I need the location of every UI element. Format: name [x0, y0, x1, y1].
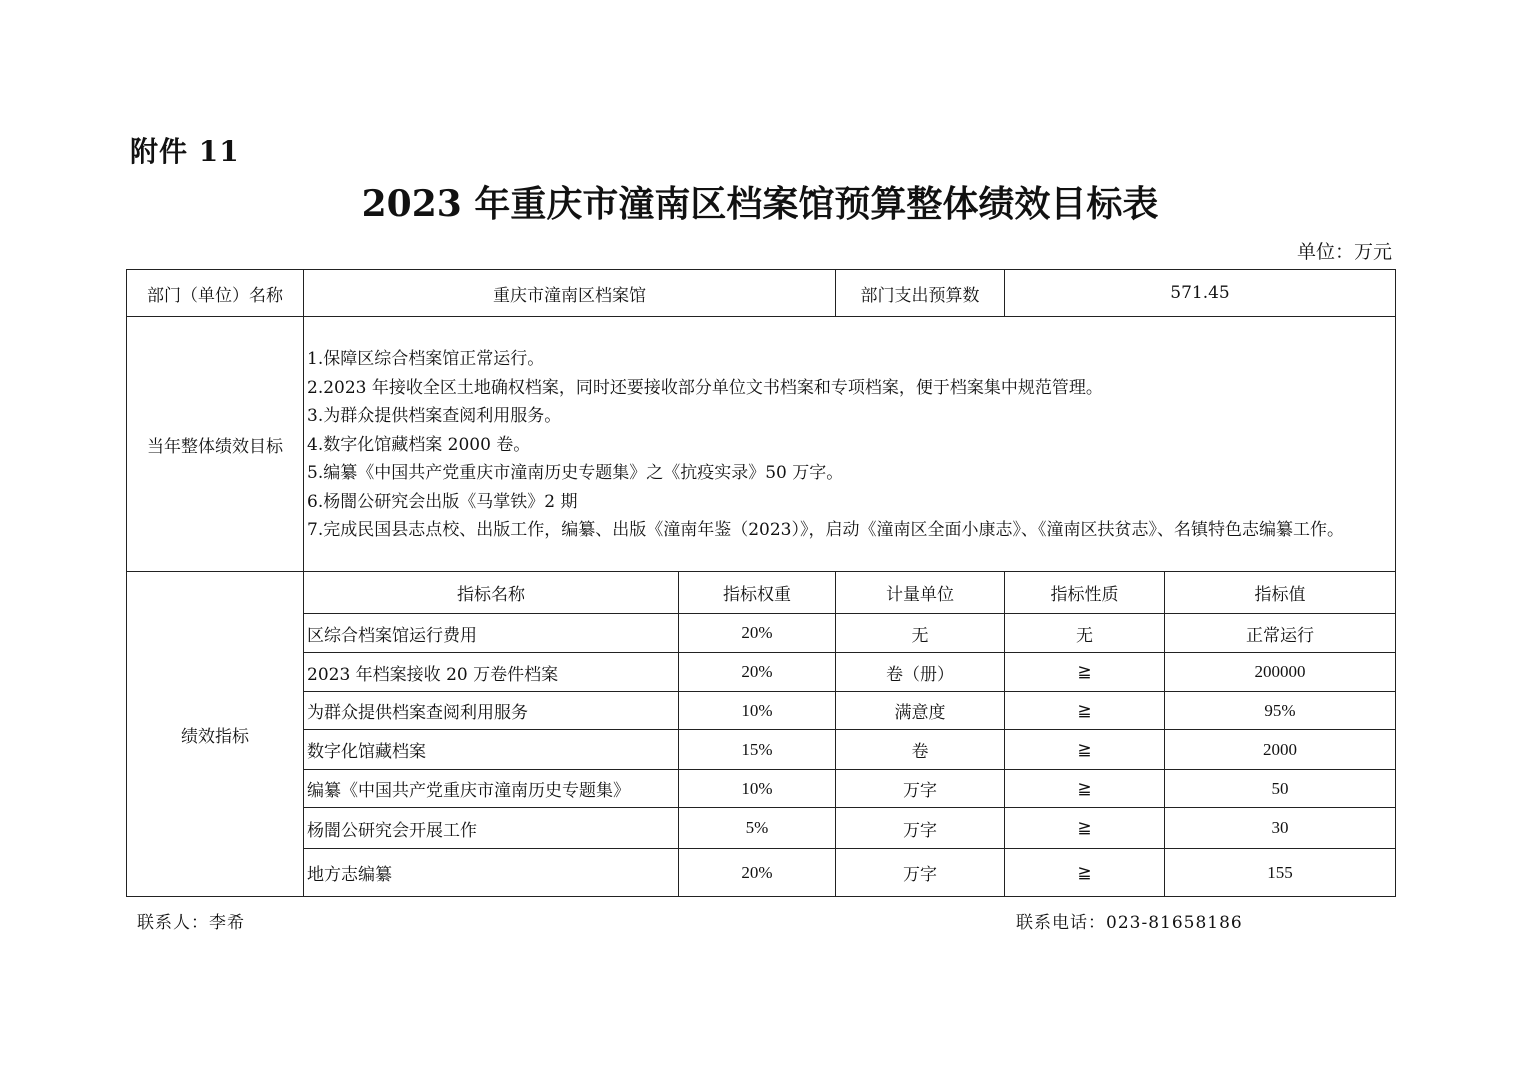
dept-label: 部门（单位）名称 [127, 270, 304, 317]
performance-table [126, 269, 1396, 897]
indicator-weight: 20% [679, 849, 836, 897]
indicator-name: 地方志编纂 [304, 849, 679, 897]
goal-item: 2.2023 年接收全区土地确权档案，同时还要接收部分单位文书档案和专项档案，便于档案集中规范管理。 [307, 377, 1103, 398]
table-row [127, 770, 1396, 808]
table-row [127, 653, 1396, 692]
goal-item: 4.数字化馆藏档案 2000 卷。 [307, 434, 531, 455]
indicator-name: 编纂《中国共产党重庆市潼南历史专题集》 [304, 770, 679, 808]
indicator-unit: 卷 [836, 730, 1005, 770]
table-row [127, 849, 1396, 897]
indicator-name: 区综合档案馆运行费用 [304, 614, 679, 653]
header-weight: 指标权重 [679, 572, 836, 614]
indicator-value: 95% [1165, 692, 1396, 730]
indicator-value: 30 [1165, 808, 1396, 849]
attachment-label: 附件 11 [130, 135, 240, 168]
indicator-nature: ≧ [1005, 653, 1165, 692]
indicators-label: 绩效指标 [127, 572, 304, 897]
indicator-name: 2023 年档案接收 20 万卷件档案 [304, 653, 679, 692]
indicator-value: 正常运行 [1165, 614, 1396, 653]
indicator-value: 155 [1165, 849, 1396, 897]
indicator-value: 50 [1165, 770, 1396, 808]
indicator-value: 200000 [1165, 653, 1396, 692]
indicator-nature: ≧ [1005, 849, 1165, 897]
indicator-weight: 10% [679, 692, 836, 730]
contact-phone: 联系电话：023-81658186 [1016, 913, 1243, 933]
header-unit: 计量单位 [836, 572, 1005, 614]
goal-item: 1.保障区综合档案馆正常运行。 [307, 349, 545, 370]
header-indicator-name: 指标名称 [304, 572, 679, 614]
indicator-unit: 万字 [836, 849, 1005, 897]
goal-item: 3.为群众提供档案查阅利用服务。 [307, 406, 562, 427]
header-nature: 指标性质 [1005, 572, 1165, 614]
header-value: 指标值 [1165, 572, 1396, 614]
indicator-weight: 20% [679, 653, 836, 692]
goal-item: 7.完成民国县志点校、出版工作，编纂、出版《潼南年鉴（2023）》，启动《潼南区全面小康志》、《潼南区扶贫志》、名镇特色志编纂工作。 [307, 520, 1344, 541]
indicator-name: 为群众提供档案查阅利用服务 [304, 692, 679, 730]
contact-person: 联系人：李希 [137, 913, 245, 933]
table-row [127, 808, 1396, 849]
table-row [127, 730, 1396, 770]
table-row [127, 692, 1396, 730]
indicator-weight: 5% [679, 808, 836, 849]
indicator-nature: ≧ [1005, 730, 1165, 770]
indicator-unit: 万字 [836, 808, 1005, 849]
dept-value: 重庆市潼南区档案馆 [304, 270, 836, 317]
indicator-nature: ≧ [1005, 808, 1165, 849]
indicator-unit: 卷（册） [836, 653, 1005, 692]
page-title: 2023 年重庆市潼南区档案馆预算整体绩效目标表 [361, 183, 1159, 225]
unit-label: 单位：万元 [1296, 241, 1392, 263]
indicator-nature: ≧ [1005, 770, 1165, 808]
indicator-unit: 无 [836, 614, 1005, 653]
budget-value: 571.45 [1005, 270, 1396, 317]
indicator-value: 2000 [1165, 730, 1396, 770]
indicator-unit: 满意度 [836, 692, 1005, 730]
budget-label: 部门支出预算数 [836, 270, 1005, 317]
indicator-unit: 万字 [836, 770, 1005, 808]
indicator-name: 数字化馆藏档案 [304, 730, 679, 770]
goal-item: 5.编纂《中国共产党重庆市潼南历史专题集》之《抗疫实录》50 万字。 [307, 463, 844, 484]
goals-label: 当年整体绩效目标 [127, 317, 304, 572]
indicator-weight: 10% [679, 770, 836, 808]
indicator-weight: 15% [679, 730, 836, 770]
table-row [127, 614, 1396, 653]
indicator-nature: ≧ [1005, 692, 1165, 730]
goals-content [304, 317, 1396, 572]
indicator-name: 杨闇公研究会开展工作 [304, 808, 679, 849]
indicator-nature: 无 [1005, 614, 1165, 653]
goal-item: 6.杨闇公研究会出版《马掌铁》2 期 [307, 491, 578, 512]
indicator-weight: 20% [679, 614, 836, 653]
